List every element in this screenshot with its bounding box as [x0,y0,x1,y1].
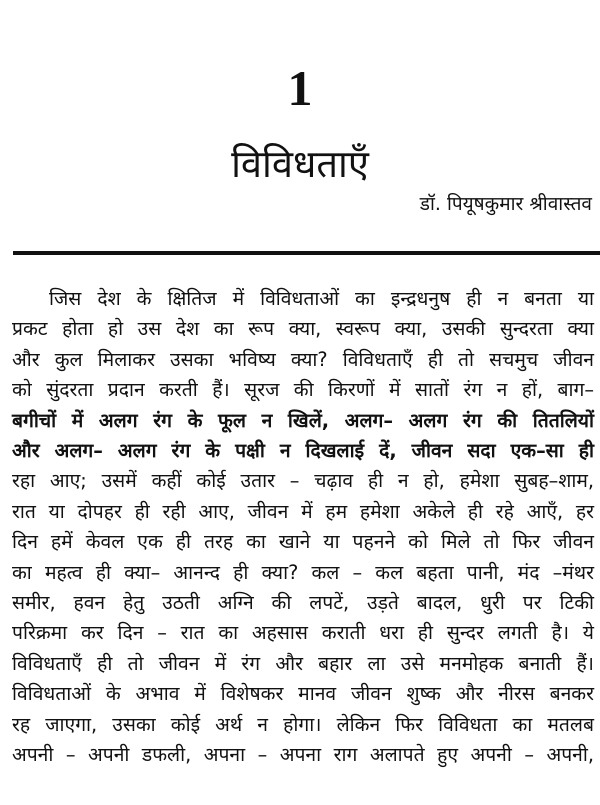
body-paragraph [12,284,594,771]
text-line: का महत्व ही क्या– आनन्द ही क्या? कल – कल बहता पानी, मंद –मंथर [12,560,594,584]
text-line: को सुंदरता प्रदान करती हैं। सूरज की किरणों में सातों रंग न हों, बाग– [12,378,594,402]
chapter-number: 1 [287,60,313,116]
text-line: और कुल मिलाकर उसका भविष्य क्या? विविधताएँ ही तो सचमुच जीवन [12,347,594,371]
divider-rule [13,251,600,255]
text-line: और अलग– अलग रंग के पक्षी न दिखलाई दें, जीवन सदा एक–सा ही [12,439,594,463]
text-line: रात या दोपहर ही रही आए, जीवन में हम हमेशा अकेले ही रहे आएँ, हर [12,499,594,523]
text-line: रह जाएगा, उसका कोई अर्थ न होगा। लेकिन फिर विविधता का मतलब [12,712,594,736]
text-line: दिन हमें केवल एक ही तरह का खाने या पहनने को मिले तो फिर जीवन [12,530,594,554]
text-line: विविधताएँ ही तो जीवन में रंग और बहार ला उसे मनमोहक बनाती हैं। [12,651,594,675]
text-line: परिक्रमा कर दिन – रात का अहसास कराती धरा ही सुन्दर लगती है। ये [12,621,594,645]
text-line: विविधताओं के अभाव में विशेषकर मानव जीवन शुष्क और नीरस बनकर [12,682,594,706]
text-line: प्रकट होता हो उस देश का रूप क्या, स्वरूप क्या, उसकी सुन्दरता क्या [12,317,594,341]
text-line: अपनी – अपनी डफली, अपना – अपना राग अलापते हुए अपनी – अपनी, [12,743,594,767]
text-line: रहा आए; उसमें कहीं कोई उतार – चढ़ाव ही न हो, हमेशा सुबह–शाम, [12,469,594,493]
author-name: डॉ. पियूषकुमार श्रीवास्तव [419,193,592,215]
text-line: जिस देश के क्षितिज में विविधताओं का इन्द्रधनुष ही न बनता या [49,287,594,310]
text-line: बगीचों में अलग रंग के फूल न खिलें, अलग– अलग रंग की तितलियों [12,408,594,432]
text-line: समीर, हवन हेतु उठती अग्नि की लपटें, उड़ते बादल, धुरी पर टिकी [12,591,594,615]
chapter-title: विविधताएँ [231,142,369,186]
